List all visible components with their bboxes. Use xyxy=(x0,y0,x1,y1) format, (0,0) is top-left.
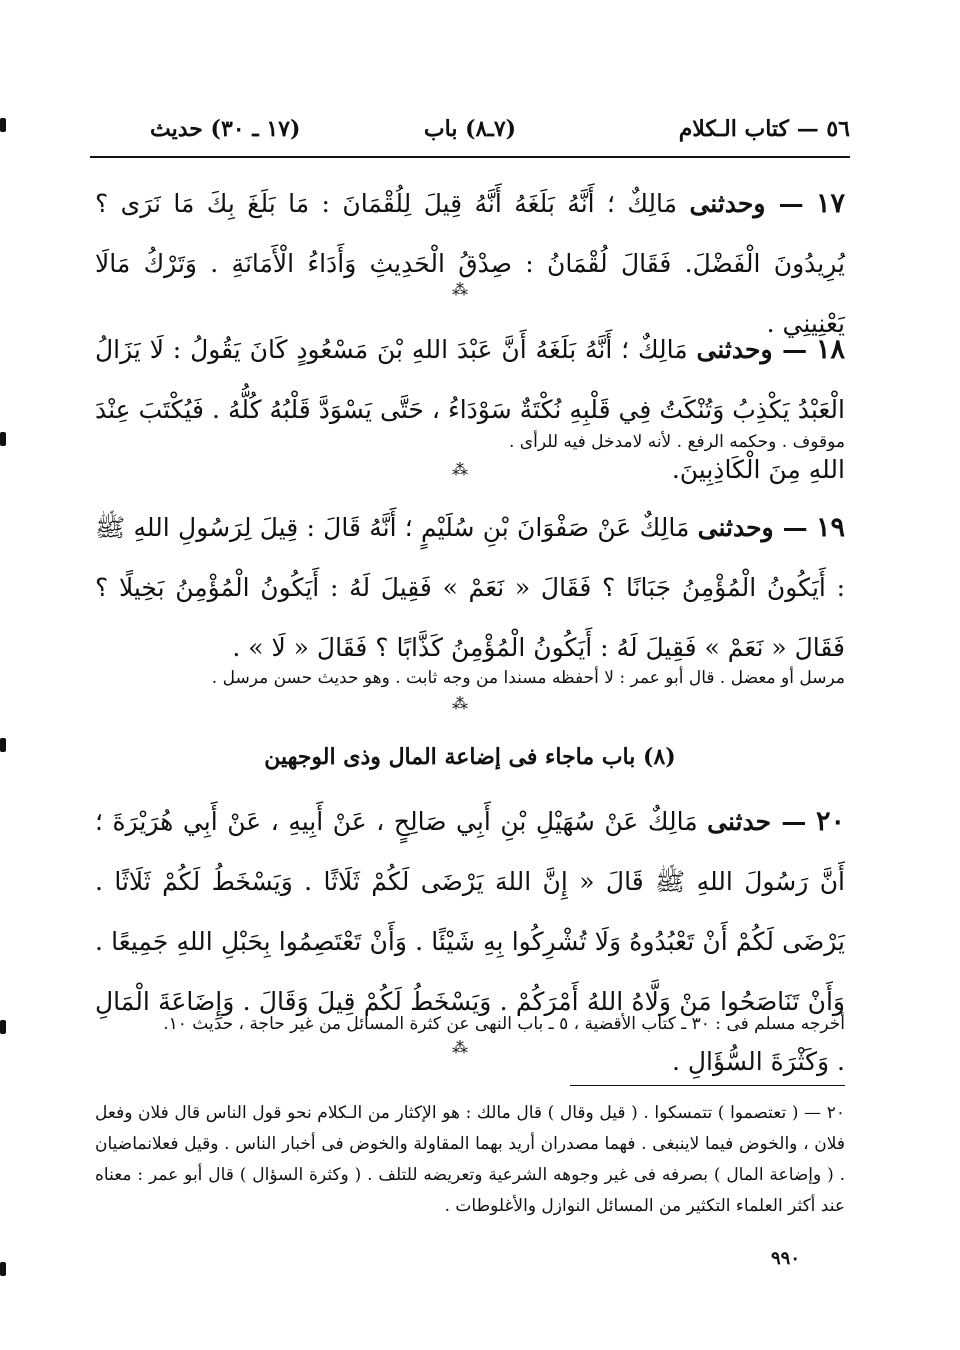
footnote-rule xyxy=(570,1085,845,1086)
section-separator: ⁂ xyxy=(452,1038,468,1057)
hadith-text: مَالِكٌ عَنْ صَفْوَانَ بْنِ سُلَيْمٍ ؛ أَنَّهُ قَالَ : قِيلَ لِرَسُولِ اللهِ ﷺ : أَيَكُونُ الْمُؤْمِنُ جَبَانًا ؟ فَقَالَ « نَعَمْ » فَقِيلَ لَهُ : أَيَكُونُ الْمُؤْمِنُ بَخِيلًا ؟ فَقَالَ « نَعَمْ » فَقِيلَ لَهُ : أَيَكُونُ الْمُؤْمِنُ كَذَّابًا ؟ فَقَالَ « لَا » . xyxy=(95,513,845,662)
scan-edge-mark xyxy=(0,118,6,132)
footnote: ٢٠ — ( تعتصموا ) تتمسكوا . ( قيل وقال ) قال مالك : هو الإكثار من الـكلام نحو قول الناس قال فلان وفعل فلان ، والخوض فيما لاينبغى . فهما مصدران أريد بهما المقاولة والخوض فى أخبار الناس . وقيل فعلانماضيان . ( وإضاعة المال ) بصرفه فى غير وجوهه الشرعية وتعريضه للتلف . ( وكثرة السؤال ) قال أبو عمر : معناه عند أكثر العلماء التكثير من المسائل النوازل والأغلوطات . xyxy=(95,1103,845,1216)
hadith-opener: — وحدثنى xyxy=(696,335,808,364)
hadith-opener: — وحدثنى xyxy=(689,189,804,218)
hadith-18-note: موقوف . وحكمه الرفع . لأنه لامدخل فيه للرأى . xyxy=(508,432,845,452)
scan-edge-mark xyxy=(0,738,6,752)
scan-edge-mark xyxy=(0,1262,6,1276)
scan-edge-mark xyxy=(0,1020,6,1034)
hadith-number: ١٨ xyxy=(816,334,846,365)
hadith-opener: — حدثنى xyxy=(707,807,807,836)
header-hadith-range: (١٧ ـ ٣٠) حديث xyxy=(150,116,301,142)
hadith-opener: — وحدثنى xyxy=(697,513,808,542)
hadith-19-note: مرسل أو معضل . قال أبو عمر : لا أحفظه مسندا من وجه ثابت . وهو حديث حسن مرسل . xyxy=(211,668,845,688)
chapter-title: (٨) باب ماجاء فى إضاعة المال وذى الوجهين xyxy=(264,744,676,770)
hadith-number: ١٩ xyxy=(815,512,845,543)
hadith-text: مَالِكٌ عَنْ سُهَيْلِ بْنِ أَبِي صَالِحٍ ، عَنْ أَبِيهِ ، عَنْ أَبِي هُرَيْرَةَ ؛ أَنَّ رَسُولَ اللهِ ﷺ قَالَ « إِنَّ اللهَ يَرْضَى لَكُمْ ثَلَاثًا . وَيَسْخَطُ لَكُمْ ثَلَاثًا . يَرْضَى لَكُمْ أَنْ تَعْبُدُوهُ وَلَا تُشْرِكُوا بِهِ شَيْئًا . وَأَنْ تَعْتَصِمُوا بِحَبْلِ اللهِ جَمِيعًا . وَأَنْ تَنَاصَحُوا مَنْ وَلَّاهُ اللهُ أَمْرَكُمْ . وَيَسْخَطُ لَكُمْ قِيلَ وَقَالَ . وَإِضَاعَةَ الْمَالِ . وَكَثْرَةَ السُّؤَالِ . xyxy=(95,807,845,1076)
header-page-book: ٥٦ — كتاب الـكلام xyxy=(678,116,850,142)
section-separator: ⁂ xyxy=(452,460,468,479)
hadith-20-note: أخرجه مسلم فى : ٣٠ ـ كتاب الأقضية ، ٥ ـ باب النهى عن كثرة المسائل من غير حاجة ، حديث ١٠. xyxy=(163,1014,845,1034)
section-separator: ⁂ xyxy=(452,694,468,713)
hadith-19 xyxy=(95,498,845,678)
hadith-number: ٢٠ xyxy=(815,806,845,837)
running-header xyxy=(90,116,850,154)
page-number: ٩٩٠ xyxy=(770,1248,800,1269)
hadith-text: مَالِكٌ ؛ أَنَّهُ بَلَغَهُ أَنَّهُ قِيلَ لِلُقْمَانَ : مَا بَلَغَ بِكَ مَا نَرَى ؟ يُرِيدُونَ الْفَضْلَ. فَقَالَ لُقْمَانُ : صِدْقُ الْحَدِيثِ وَأَدَاءُ الْأَمَانَةِ . وَتَرْكُ مَالَا يَعْنِينِي . xyxy=(95,189,845,338)
scan-edge-mark xyxy=(0,432,6,446)
header-rule xyxy=(90,156,850,158)
hadith-number: ١٧ xyxy=(816,188,846,219)
header-chapter-range: (٧ـ٨) باب xyxy=(423,116,517,142)
section-separator: ⁂ xyxy=(452,280,468,299)
hadith-text: مَالِكٌ ؛ أَنَّهُ بَلَغَهُ أَنَّ عَبْدَ اللهِ بْنَ مَسْعُودٍ كَانَ يَقُولُ : لَا يَزَالُ الْعَبْدُ يَكْذِبُ وَتُنْكَتُ فِي قَلْبِهِ نُكْتَةٌ سَوْدَاءُ ، حَتَّى يَسْوَدَّ قَلْبُهُ كُلُّهُ . فَيُكْتَبَ عِنْدَ اللهِ مِنَ الْكَاذِبِينَ. xyxy=(95,335,845,484)
